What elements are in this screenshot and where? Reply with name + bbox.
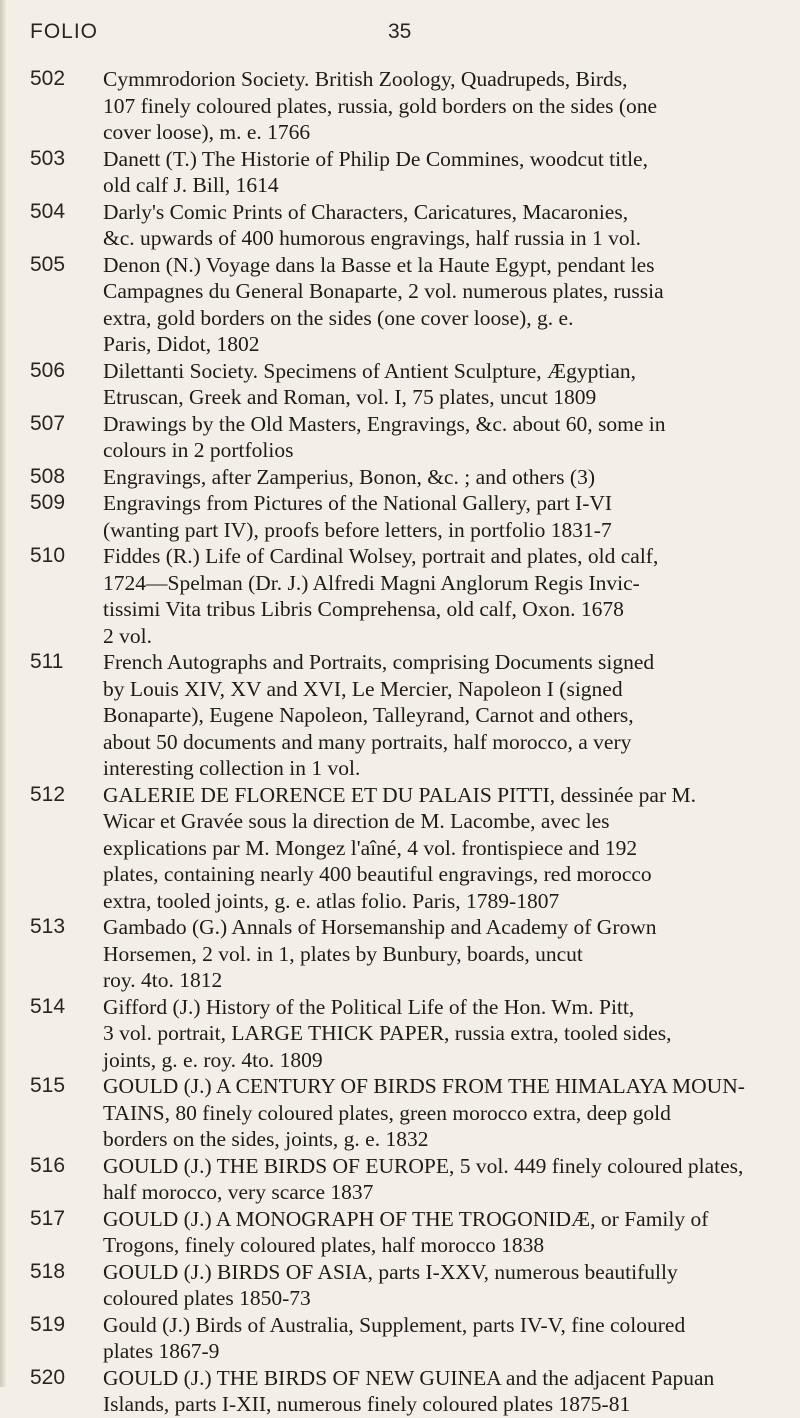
- lot-description-line: Engravings, after Zamperius, Bonon, &c. ; and others (3): [103, 464, 595, 489]
- lot-number: 517: [30, 1206, 66, 1230]
- lot-number: 516: [30, 1153, 66, 1177]
- lot-description-line: Islands, parts I-XII, numerous finely coloured plates 1875-81: [103, 1392, 631, 1416]
- lot-number: 504: [30, 199, 66, 223]
- lot-description-line: Dilettanti Society. Specimens of Antient Sculpture, Ægyptian,: [103, 358, 637, 383]
- lot-number: 512: [30, 782, 66, 806]
- lot-description-line: GOULD (J.) THE BIRDS OF EUROPE, 5 vol. 449 finely coloured plates,: [103, 1153, 744, 1178]
- lot-entry: [0, 1073, 800, 1153]
- lot-description-line: French Autographs and Portraits, comprising Documents signed: [103, 650, 655, 674]
- lot-description-line: coloured plates 1850-73: [103, 1286, 311, 1310]
- lot-description-line: GALERIE DE FLORENCE ET DU PALAIS PITTI, dessinée par M.: [103, 782, 696, 807]
- lot-description-line: extra, tooled joints, g. e. atlas folio. Paris, 1789-1807: [103, 888, 560, 913]
- lot-description-line: Drawings by the Old Masters, Engravings, &c. about 60, some in: [103, 411, 666, 436]
- lot-description-line: 2 vol.: [103, 623, 152, 648]
- lot-number: 515: [30, 1074, 66, 1097]
- lot-description-line: GOULD (J.) THE BIRDS OF NEW GUINEA and the adjacent Papuan: [103, 1365, 715, 1390]
- lot-number: 507: [30, 411, 66, 435]
- lot-entry: [0, 66, 800, 146]
- lot-entry: [0, 199, 800, 252]
- lot-entry: [0, 490, 800, 543]
- lot-entry: [0, 914, 800, 994]
- lot-description-line: Cymmrodorion Society. British Zoology, Quadrupeds, Birds,: [103, 67, 628, 91]
- lot-entry: [0, 358, 800, 411]
- lot-entry: [0, 252, 800, 358]
- lot-number: 518: [30, 1259, 66, 1283]
- lot-list: [0, 66, 800, 1418]
- lot-number: 502: [30, 67, 66, 90]
- lot-number: 514: [30, 994, 66, 1018]
- lot-description-line: borders on the sides, joints, g. e. 1832: [103, 1127, 429, 1151]
- lot-description-line: GOULD (J.) BIRDS OF ASIA, parts I-XXV, numerous beautifully: [103, 1259, 678, 1284]
- lot-description-line: tissimi Vita tribus Libris Comprehensa, old calf, Oxon. 1678: [103, 597, 624, 621]
- lot-number: 508: [30, 464, 66, 488]
- lot-description-line: interesting collection in 1 vol.: [103, 756, 361, 780]
- lot-entry: [0, 1365, 800, 1418]
- lot-description-line: joints, g. e. roy. 4to. 1809: [103, 1047, 323, 1072]
- lot-description-line: (wanting part IV), proofs before letters, in portfolio 1831-7: [103, 517, 612, 542]
- lot-description-line: Horsemen, 2 vol. in 1, plates by Bunbury, boards, uncut: [103, 941, 583, 966]
- lot-entry: [0, 649, 800, 782]
- lot-number: 513: [30, 915, 66, 938]
- lot-entry: [0, 411, 800, 464]
- lot-description-line: Gould (J.) Birds of Australia, Supplement, parts IV-V, fine coloured: [103, 1312, 686, 1337]
- lot-description-line: roy. 4to. 1812: [103, 968, 223, 992]
- lot-number: 519: [30, 1312, 66, 1336]
- lot-description-line: colours in 2 portfolios: [103, 438, 294, 462]
- lot-description-line: plates 1867-9: [103, 1339, 220, 1363]
- lot-description-line: Danett (T.) The Historie of Philip De Commines, woodcut title,: [103, 146, 648, 171]
- lot-number: 520: [30, 1365, 66, 1389]
- lot-number: 503: [30, 146, 66, 170]
- lot-description-line: GOULD (J.) A MONOGRAPH OF THE TROGONIDÆ, or Family of: [103, 1206, 709, 1231]
- lot-number: 506: [30, 358, 66, 382]
- lot-description-line: Paris, Didot, 1802: [103, 332, 260, 356]
- lot-description-line: Gambado (G.) Annals of Horsemanship and Academy of Grown: [103, 915, 657, 939]
- lot-description-line: half morocco, very scarce 1837: [103, 1180, 374, 1204]
- lot-description-line: Fiddes (R.) Life of Cardinal Wolsey, portrait and plates, old calf,: [103, 544, 659, 568]
- lot-description-line: Etruscan, Greek and Roman, vol. I, 75 plates, uncut 1809: [103, 385, 597, 409]
- lot-entry: [0, 1312, 800, 1365]
- lot-description-line: Darly's Comic Prints of Characters, Caricatures, Macaronies,: [103, 199, 629, 224]
- lot-number: 510: [30, 544, 66, 567]
- lot-entry: [0, 146, 800, 199]
- lot-description-line: Engravings from Pictures of the National Gallery, part I-VI: [103, 491, 613, 515]
- lot-description-line: Denon (N.) Voyage dans la Basse et la Haute Egypt, pendant les: [103, 252, 655, 277]
- lot-description-line: Trogons, finely coloured plates, half morocco 1838: [103, 1233, 545, 1257]
- lot-entry: [0, 994, 800, 1074]
- lot-description-line: 1724—Spelman (Dr. J.) Alfredi Magni Anglorum Regis Invic-: [103, 570, 640, 595]
- lot-number: 505: [30, 252, 66, 276]
- lot-description-line: cover loose), m. e. 1766: [103, 120, 311, 144]
- lot-description-line: Wicar et Gravée sous la direction de M. Lacombe, avec les: [103, 809, 610, 833]
- lot-entry: [0, 1259, 800, 1312]
- folio-label: FOLIO: [30, 20, 99, 43]
- lot-description-line: TAINS, 80 finely coloured plates, green morocco extra, deep gold: [103, 1100, 671, 1125]
- lot-entry: [0, 1153, 800, 1206]
- lot-description-line: extra, gold borders on the sides (one cover loose), g. e.: [103, 305, 574, 330]
- page-number: 35: [388, 20, 412, 43]
- lot-description-line: Bonaparte), Eugene Napoleon, Talleyrand, Carnot and others,: [103, 703, 634, 727]
- lot-description-line: &c. upwards of 400 humorous engravings, half russia in 1 vol.: [103, 226, 642, 250]
- lot-entry: [0, 464, 800, 491]
- lot-description-line: plates, containing nearly 400 beautiful engravings, red morocco: [103, 862, 652, 886]
- lot-entry: [0, 543, 800, 649]
- lot-description-line: old calf J. Bill, 1614: [103, 173, 279, 197]
- lot-number: 511: [30, 650, 64, 673]
- lot-number: 509: [30, 491, 66, 514]
- lot-description-line: 107 finely coloured plates, russia, gold borders on the sides (one: [103, 93, 658, 118]
- lot-entry: [0, 1206, 800, 1259]
- lot-description-line: by Louis XIV, XV and XVI, Le Mercier, Napoleon I (signed: [103, 676, 623, 701]
- page-header: [0, 18, 800, 58]
- lot-description-line: about 50 documents and many portraits, half morocco, a very: [103, 729, 632, 754]
- lot-description-line: Gifford (J.) History of the Political Life of the Hon. Wm. Pitt,: [103, 994, 635, 1019]
- lot-description-line: explications par M. Mongez l'aîné, 4 vol. frontispiece and 192: [103, 835, 638, 860]
- lot-description-line: GOULD (J.) A CENTURY OF BIRDS FROM THE HIMALAYA MOUN-: [103, 1074, 745, 1098]
- lot-description-line: 3 vol. portrait, LARGE THICK PAPER, russia extra, tooled sides,: [103, 1021, 672, 1045]
- lot-description-line: Campagnes du General Bonaparte, 2 vol. numerous plates, russia: [103, 279, 664, 303]
- lot-entry: [0, 782, 800, 915]
